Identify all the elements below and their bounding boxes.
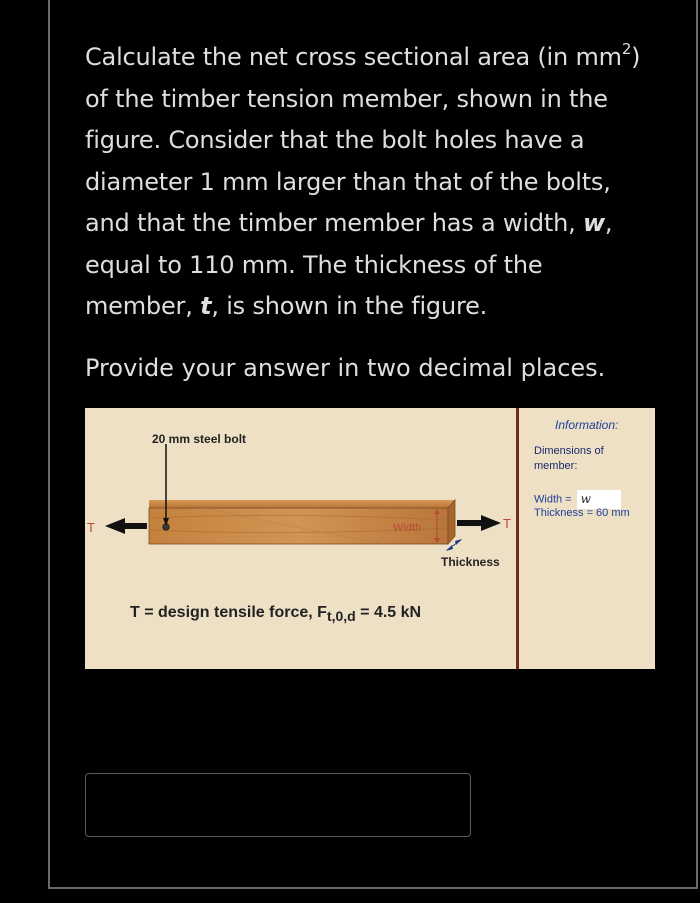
left-tension-arrow bbox=[105, 518, 147, 534]
width-label: Width bbox=[393, 522, 422, 534]
right-tension-arrow bbox=[457, 515, 501, 531]
question-text: Calculate the net cross sectional area (in $mm^2$) of the timber tension member, shown in the figure. Consider that the bolt holes have a diameter 1 mm larger than that of the bolts, and that the timber member has a width, w, equal to 110 mm. The thickness of the member, t, is shown in the figure. bbox=[85, 40, 641, 320]
bolt-label: 20 mm steel bolt bbox=[152, 432, 247, 446]
timber-top-face bbox=[149, 500, 455, 508]
timber-member-figure bbox=[85, 408, 655, 669]
info-title: Information: bbox=[555, 418, 619, 432]
right-force-label: T bbox=[503, 516, 511, 531]
answer-input[interactable] bbox=[85, 773, 471, 837]
instruction-text: Provide your answer in two decimal places. bbox=[85, 354, 606, 382]
thickness-label: Thickness bbox=[441, 555, 500, 569]
timber-end-face bbox=[448, 500, 455, 544]
bolt-hole bbox=[163, 524, 169, 530]
info-width-value: w bbox=[577, 490, 621, 509]
info-thickness-row: Thickness = 60 mm bbox=[534, 507, 630, 519]
info-divider bbox=[516, 408, 519, 669]
info-dimensions-label: Dimensions of member: bbox=[534, 445, 604, 472]
left-force-label: T bbox=[87, 520, 95, 535]
info-width-row: Width = w bbox=[534, 490, 621, 509]
tensile-force-caption: T = design tensile force, $F_{t,0,d} = 4.5$ kN bbox=[130, 604, 422, 625]
